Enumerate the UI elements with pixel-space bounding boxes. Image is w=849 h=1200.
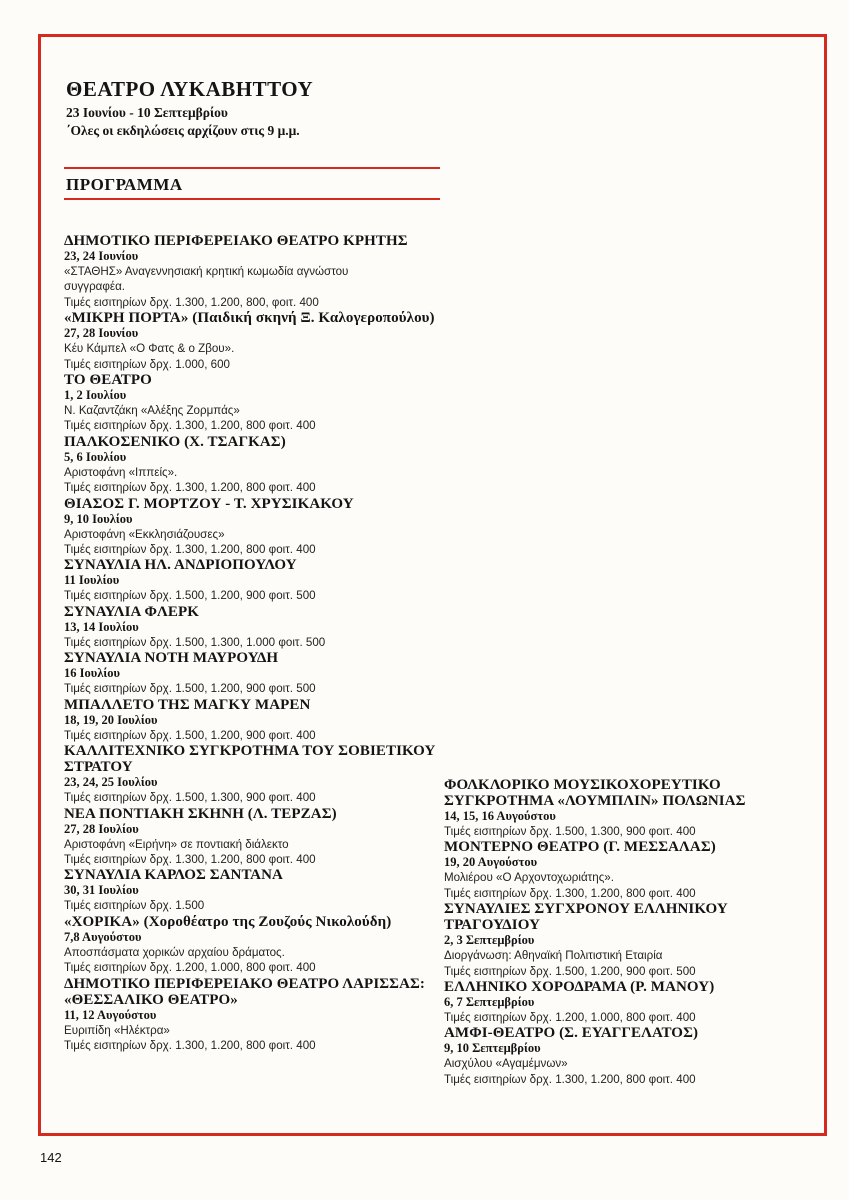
entry-date: 9, 10 Ιουλίου <box>64 511 133 526</box>
entry-detail: Αριστοφάνη «Ιππείς». <box>64 465 178 479</box>
entry-date: 16 Ιουλίου <box>64 666 120 681</box>
entry-detail: Τιμές εισιτηρίων δρχ. 1.000, 600 <box>64 357 231 371</box>
entry-detail: Τιμές εισιτηρίων δρχ. 1.500, 1.300, 900 φοιτ. 400 <box>64 791 316 805</box>
entry-detail: Τιμές εισιτηρίων δρχ. 1.500, 1.200, 900 φοιτ. 500 <box>64 589 316 603</box>
program-entry <box>64 233 444 310</box>
program-entry <box>64 867 444 913</box>
entry-date: 5, 6 Ιουλίου <box>64 449 127 464</box>
program-entry <box>64 372 444 434</box>
page-number: 142 <box>40 1150 62 1165</box>
entry-date: 11 Ιουλίου <box>64 573 120 588</box>
entry-detail: Ν. Καζαντζάκη «Αλέξης Ζορμπάς» <box>64 404 240 418</box>
entry-detail: Τιμές εισιτηρίων δρχ. 1.500, 1.200, 900 φοιτ. 500 <box>444 964 696 978</box>
entry-title: ΜΟΝΤΕΡΝΟ ΘΕΑΤΡΟ (Γ. ΜΕΣΣΑΛΑΣ) <box>444 839 716 856</box>
entry-title: ΣΥΝΑΥΛΙΑ ΝΟΤΗ ΜΑΥΡΟΥΔΗ <box>64 650 279 667</box>
entry-title: ΘΙΑΣΟΣ Γ. ΜΟΡΤΖΟΥ - Τ. ΧΡΥΣΙΚΑΚΟΥ <box>64 495 354 512</box>
program-entry <box>64 697 444 743</box>
program-entry <box>64 604 444 650</box>
entry-title: ΔΗΜΟΤΙΚΟ ΠΕΡΙΦΕΡΕΙΑΚΟ ΘΕΑΤΡΟ ΛΑΡΙΣΣΑΣ: «ΘΕΣΣΑΛΙΚΟ ΘΕΑΤΡΟ» <box>64 975 426 1008</box>
entry-date: 9, 10 Σεπτεμβρίου <box>444 1041 541 1056</box>
entry-detail: Τιμές εισιτηρίων δρχ. 1.500, 1.300, 1.000 φοιτ. 500 <box>64 635 326 649</box>
program-entry <box>64 557 444 603</box>
entry-detail: Τιμές εισιτηρίων δρχ. 1.300, 1.200, 800 φοιτ. 400 <box>64 852 316 866</box>
program-entry <box>444 1025 784 1087</box>
entry-date: 23, 24 Ιουνίου <box>64 249 139 263</box>
entry-detail: Τιμές εισιτηρίων δρχ. 1.200, 1.000, 800 φοιτ. 400 <box>64 961 316 975</box>
entry-detail: Αριστοφάνη «Ειρήνη» σε ποντιακή διάλεκτο <box>64 837 289 851</box>
program-entry <box>444 839 784 901</box>
entry-date: 30, 31 Ιουλίου <box>64 883 139 898</box>
entry-detail: Ευριπίδη «Ηλέκτρα» <box>64 1023 170 1037</box>
start-time-note: ΄Ολες οι εκδηλώσεις αρχίζουν στις 9 μ.μ. <box>66 123 300 138</box>
entry-date: 2, 3 Σεπτεμβρίου <box>444 933 535 948</box>
entry-title: ΠΑΛΚΟΣΕΝΙΚΟ (Χ. ΤΣΑΓΚΑΣ) <box>64 433 286 450</box>
entry-detail: Τιμές εισιτηρίων δρχ. 1.200, 1.000, 800 φοιτ. 400 <box>444 1011 696 1025</box>
program-entry <box>64 914 444 976</box>
program-entry <box>64 743 444 805</box>
season-dates: 23 Ιουνίου - 10 Σεπτεμβρίου <box>66 105 228 120</box>
entry-detail: Αισχύλου «Αγαμέμνων» <box>444 1057 568 1071</box>
entry-detail: «ΣΤΑΘΗΣ» Αναγεννησιακή κρητική κωμωδία αγνώστου <box>64 265 349 278</box>
entry-detail: Τιμές εισιτηρίων δρχ. 1.300, 1.200, 800 φοιτ. 400 <box>444 1072 696 1086</box>
entry-detail: Αποσπάσματα χορικών αρχαίου δράματος. <box>64 945 285 959</box>
entry-detail: Τιμές εισιτηρίων δρχ. 1.300, 1.200, 800 φοιτ. 400 <box>64 481 316 495</box>
program-title: ΠΡΟΓΡΑΜΜΑ <box>66 175 183 194</box>
entry-date: 19, 20 Αυγούστου <box>444 855 538 870</box>
entry-date: 23, 24, 25 Ιουλίου <box>64 775 158 790</box>
entry-title: ΝΕΑ ΠΟΝΤΙΑΚΗ ΣΚΗΝΗ (Λ. ΤΕΡΖΑΣ) <box>64 805 337 822</box>
program-entry <box>444 901 784 979</box>
entry-detail: Αριστοφάνη «Εκκλησιάζουσες» <box>64 527 225 541</box>
entry-date: 27, 28 Ιουνίου <box>64 326 139 341</box>
entry-detail: Τιμές εισιτηρίων δρχ. 1.500, 1.200, 900 φοιτ. 400 <box>64 728 316 742</box>
program-entry <box>64 310 444 372</box>
entry-detail: Τιμές εισιτηρίων δρχ. 1.300, 1.200, 800 φοιτ. 400 <box>64 543 316 557</box>
program-column-left <box>64 233 444 1053</box>
entry-date: 13, 14 Ιουλίου <box>64 619 139 634</box>
entry-date: 11, 12 Αυγούστου <box>64 1007 157 1022</box>
entry-detail: Κέυ Κάμπελ «Ο Φατς & ο Ζβου». <box>64 342 235 356</box>
entry-date: 1, 2 Ιουλίου <box>64 388 127 403</box>
entry-date: 18, 19, 20 Ιουλίου <box>64 712 158 727</box>
entry-title: ΜΠΑΛΛΕΤΟ ΤΗΣ ΜΑΓΚΥ ΜΑΡΕΝ <box>64 696 311 713</box>
entry-date: 6, 7 Σεπτεμβρίου <box>444 995 535 1010</box>
entry-detail: Τιμές εισιτηρίων δρχ. 1.500, 1.200, 900 φοιτ. 500 <box>64 682 316 696</box>
program-entry <box>444 979 784 1025</box>
entry-detail: Τιμές εισιτηρίων δρχ. 1.300, 1.200, 800 φοιτ. 400 <box>64 1038 316 1052</box>
entry-title: ΣΥΝΑΥΛΙΑ ΚΑΡΛΟΣ ΣΑΝΤΑΝΑ <box>64 867 283 884</box>
entry-date: 14, 15, 16 Αυγούστου <box>444 809 556 823</box>
divider-bottom <box>64 198 440 200</box>
entry-title: ΑΜΦΙ-ΘΕΑΤΡΟ (Σ. ΕΥΑΓΓΕΛΑΤΟΣ) <box>444 1025 699 1042</box>
entry-title: ΦΟΛΚΛΟΡΙΚΟ ΜΟΥΣΙΚΟΧΟΡΕΥΤΙΚΟ ΣΥΓΚΡΟΤΗΜΑ «ΛΟΥΜΠΛΙΝ» ΠΟΛΩΝΙΑΣ <box>444 777 746 809</box>
entry-title: ΚΑΛΛΙΤΕΧΝΙΚΟ ΣΥΓΚΡΟΤΗΜΑ ΤΟΥ ΣΟΒΙΕΤΙΚΟΥ ΣΤΡΑΤΟΥ <box>64 743 436 776</box>
program-entry <box>64 434 444 496</box>
entry-title: ΤΟ ΘΕΑΤΡΟ <box>64 372 152 389</box>
program-entry <box>444 777 784 839</box>
program-entry <box>64 976 444 1054</box>
entry-detail: Τιμές εισιτηρίων δρχ. 1.500 <box>64 899 205 913</box>
entry-title: «ΧΟΡΙΚΑ» (Χοροθέατρο της Ζουζούς Νικολούδη) <box>64 913 392 930</box>
entry-detail: Διοργάνωση: Αθηναϊκή Πολιτιστική Εταιρία <box>444 949 663 963</box>
entry-detail: Τιμές εισιτηρίων δρχ. 1.300, 1.200, 800 φοιτ. 400 <box>64 419 316 433</box>
program-column-right <box>444 777 784 1087</box>
program-entry <box>64 650 444 696</box>
entry-detail: Τιμές εισιτηρίων δρχ. 1.300, 1.200, 800, φοιτ. 400 <box>64 295 319 309</box>
entry-title: «ΜΙΚΡΗ ΠΟΡΤΑ» (Παιδική σκηνή Ξ. Καλογεροπούλου) <box>64 310 435 327</box>
entry-detail: Τιμές εισιτηρίων δρχ. 1.500, 1.300, 900 φοιτ. 400 <box>444 825 696 838</box>
entry-title: ΕΛΛΗΝΙΚΟ ΧΟΡΟΔΡΑΜΑ (Ρ. ΜΑΝΟΥ) <box>444 979 715 996</box>
entry-title: ΔΗΜΟΤΙΚΟ ΠΕΡΙΦΕΡΕΙΑΚΟ ΘΕΑΤΡΟ ΚΡΗΤΗΣ <box>64 233 408 249</box>
entry-title: ΣΥΝΑΥΛΙΑ ΦΛΕΡΚ <box>64 603 199 620</box>
entry-detail: συγγραφέα. <box>64 280 125 294</box>
entry-detail: Μολιέρου «Ο Αρχοντοχωριάτης». <box>444 871 614 885</box>
program-entry <box>64 806 444 868</box>
venue-title: ΘΕΑΤΡΟ ΛΥΚΑΒΗΤΤΟΥ <box>66 77 314 101</box>
entry-date: 27, 28 Ιουλίου <box>64 821 139 836</box>
header <box>66 76 313 140</box>
entry-detail: Τιμές εισιτηρίων δρχ. 1.300, 1.200, 800 φοιτ. 400 <box>444 886 696 900</box>
entry-date: 7,8 Αυγούστου <box>64 929 142 944</box>
program-entry <box>64 496 444 558</box>
entry-title: ΣΥΝΑΥΛΙΕΣ ΣΥΓΧΡΟΝΟΥ ΕΛΛΗΝΙΚΟΥ ΤΡΑΓΟΥΔΙΟΥ <box>444 901 728 934</box>
entry-title: ΣΥΝΑΥΛΙΑ ΗΛ. ΑΝΔΡΙΟΠΟΥΛΟΥ <box>64 557 297 574</box>
divider-top <box>64 167 440 169</box>
